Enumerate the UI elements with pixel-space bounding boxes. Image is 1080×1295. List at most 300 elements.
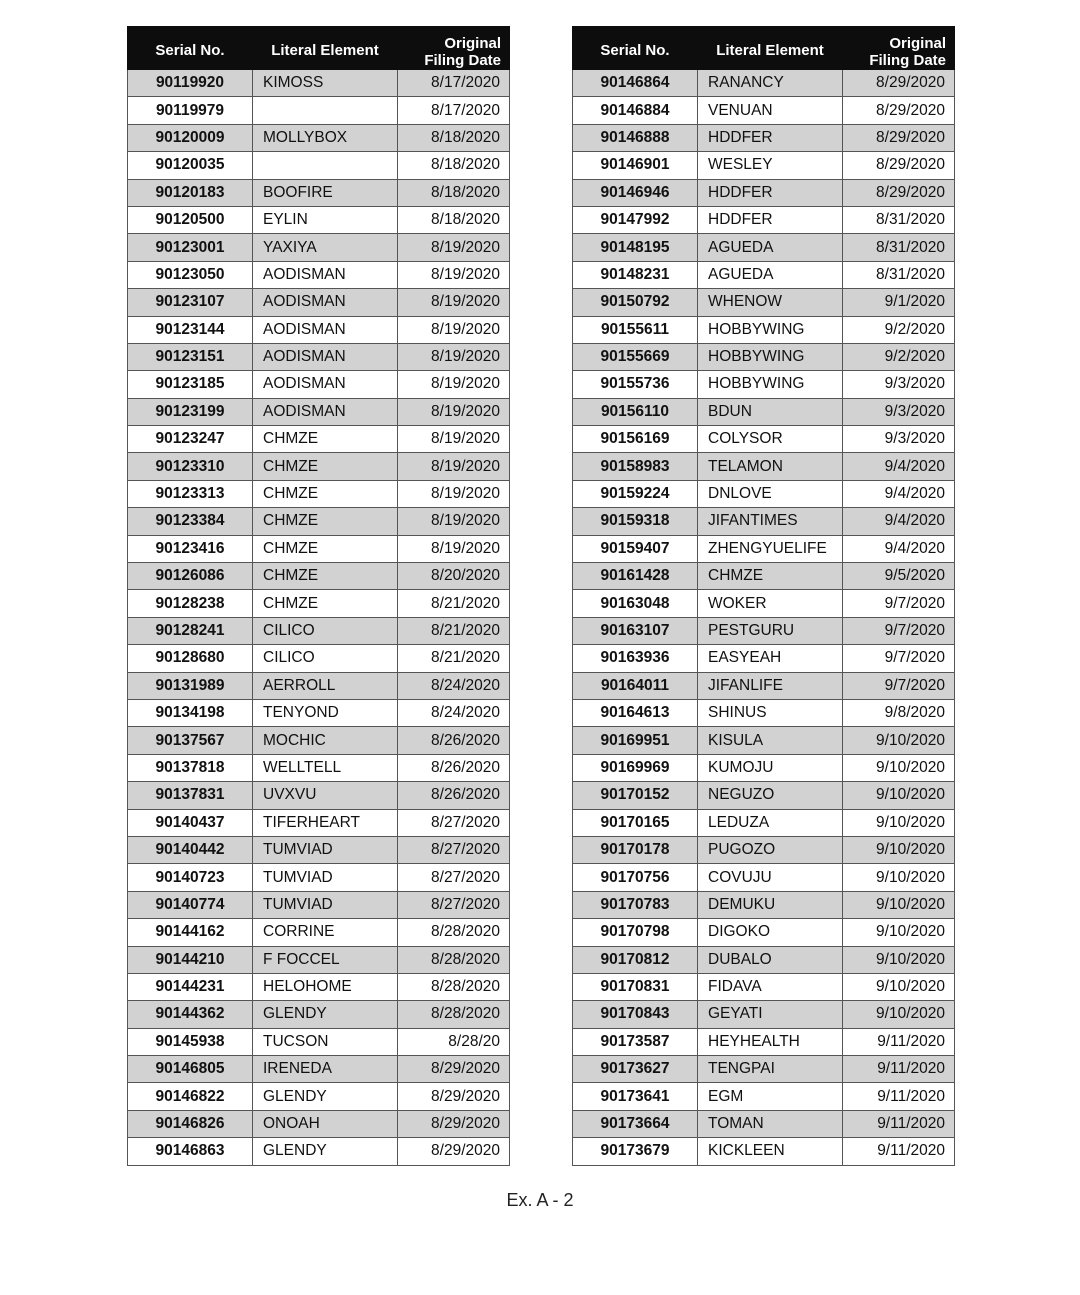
- literal-element-cell: KISULA: [698, 727, 843, 754]
- table-row: [128, 590, 510, 617]
- literal-element-cell: GLENDY: [253, 1083, 398, 1110]
- table-row: [128, 261, 510, 288]
- filing-date-cell: 8/29/2020: [398, 1083, 510, 1110]
- literal-element-cell: AERROLL: [253, 672, 398, 699]
- table-row: [128, 919, 510, 946]
- table-row: [128, 1056, 510, 1083]
- serial-no-cell: 90146901: [573, 152, 698, 179]
- serial-no-cell: 90137567: [128, 727, 253, 754]
- literal-element-cell: WESLEY: [698, 152, 843, 179]
- filing-date-cell: 8/29/2020: [843, 97, 955, 124]
- literal-element-cell: CHMZE: [253, 508, 398, 535]
- filing-date-cell: 8/19/2020: [398, 535, 510, 562]
- filing-date-cell: 8/19/2020: [398, 343, 510, 370]
- serial-no-cell: 90164613: [573, 699, 698, 726]
- table-row: [128, 535, 510, 562]
- filing-date-cell: 8/27/2020: [398, 891, 510, 918]
- table-row: [573, 97, 955, 124]
- literal-element-cell: JIFANLIFE: [698, 672, 843, 699]
- table-row: [128, 1001, 510, 1028]
- serial-no-cell: 90155611: [573, 316, 698, 343]
- serial-no-cell: 90173587: [573, 1028, 698, 1055]
- table-row: [128, 617, 510, 644]
- literal-element-cell: AODISMAN: [253, 289, 398, 316]
- filing-date-cell: 8/26/2020: [398, 727, 510, 754]
- table-row: [573, 919, 955, 946]
- literal-element-cell: MOLLYBOX: [253, 124, 398, 151]
- serial-no-cell: 90155736: [573, 371, 698, 398]
- literal-element-cell: TOMAN: [698, 1110, 843, 1137]
- table-row: [128, 672, 510, 699]
- filing-date-cell: 9/1/2020: [843, 289, 955, 316]
- table-row: [573, 1083, 955, 1110]
- serial-no-cell: 90170812: [573, 946, 698, 973]
- serial-no-cell: 90123144: [128, 316, 253, 343]
- serial-no-cell: 90163936: [573, 645, 698, 672]
- literal-element-cell: WHENOW: [698, 289, 843, 316]
- filing-date-cell: 9/7/2020: [843, 645, 955, 672]
- serial-no-cell: 90119979: [128, 97, 253, 124]
- serial-no-cell: 90140723: [128, 864, 253, 891]
- literal-element-cell: WELLTELL: [253, 754, 398, 781]
- serial-no-cell: 90123001: [128, 234, 253, 261]
- serial-no-cell: 90140442: [128, 836, 253, 863]
- table-row: [573, 672, 955, 699]
- literal-element-cell: ZHENGYUELIFE: [698, 535, 843, 562]
- table-row: [128, 1083, 510, 1110]
- serial-no-cell: 90123107: [128, 289, 253, 316]
- table-row: [573, 563, 955, 590]
- serial-no-cell: 90140437: [128, 809, 253, 836]
- table-row: [573, 453, 955, 480]
- filing-date-cell: 8/19/2020: [398, 398, 510, 425]
- literal-element-cell: BOOFIRE: [253, 179, 398, 206]
- filing-date-cell: 8/24/2020: [398, 699, 510, 726]
- filing-date-cell: 9/2/2020: [843, 343, 955, 370]
- filing-date-cell: 8/28/2020: [398, 919, 510, 946]
- header-serial-no: Serial No.: [573, 27, 698, 70]
- literal-element-cell: DUBALO: [698, 946, 843, 973]
- serial-no-cell: 90156110: [573, 398, 698, 425]
- literal-element-cell: HELOHOME: [253, 973, 398, 1000]
- literal-element-cell: YAXIYA: [253, 234, 398, 261]
- filing-date-cell: 9/10/2020: [843, 727, 955, 754]
- filing-date-cell: 9/3/2020: [843, 398, 955, 425]
- literal-element-cell: JIFANTIMES: [698, 508, 843, 535]
- table-row: [128, 124, 510, 151]
- literal-element-cell: KIMOSS: [253, 70, 398, 97]
- literal-element-cell: TUMVIAD: [253, 891, 398, 918]
- literal-element-cell: GEYATI: [698, 1001, 843, 1028]
- literal-element-cell: AODISMAN: [253, 343, 398, 370]
- header-date-line1: Original: [444, 35, 501, 52]
- filing-date-cell: 8/19/2020: [398, 426, 510, 453]
- serial-no-cell: 90123247: [128, 426, 253, 453]
- table-row: [573, 754, 955, 781]
- table-row: [573, 617, 955, 644]
- literal-element-cell: COVUJU: [698, 864, 843, 891]
- literal-element-cell: GLENDY: [253, 1138, 398, 1165]
- table-row: [128, 234, 510, 261]
- filing-date-cell: 9/10/2020: [843, 946, 955, 973]
- serial-no-cell: 90170843: [573, 1001, 698, 1028]
- table-row: [573, 426, 955, 453]
- serial-no-cell: 90146864: [573, 70, 698, 97]
- serial-no-cell: 90123151: [128, 343, 253, 370]
- table-row: [128, 316, 510, 343]
- table-row: [128, 97, 510, 124]
- filing-date-cell: 8/17/2020: [398, 70, 510, 97]
- serial-no-cell: 90144210: [128, 946, 253, 973]
- filing-date-cell: 8/31/2020: [843, 206, 955, 233]
- table-row: [128, 563, 510, 590]
- serial-no-cell: 90159224: [573, 480, 698, 507]
- literal-element-cell: COLYSOR: [698, 426, 843, 453]
- serial-no-cell: 90170831: [573, 973, 698, 1000]
- trademark-table-left: [127, 26, 510, 1166]
- table-row: [573, 206, 955, 233]
- filing-date-cell: 8/28/2020: [398, 973, 510, 1000]
- filing-date-cell: 8/17/2020: [398, 97, 510, 124]
- literal-element-cell: AGUEDA: [698, 234, 843, 261]
- table-row: [573, 1001, 955, 1028]
- filing-date-cell: 8/18/2020: [398, 179, 510, 206]
- filing-date-cell: 9/7/2020: [843, 672, 955, 699]
- table-row: [128, 398, 510, 425]
- table-row: [573, 973, 955, 1000]
- table-row: [573, 152, 955, 179]
- table-row: [573, 398, 955, 425]
- serial-no-cell: 90140774: [128, 891, 253, 918]
- header-original-filing-date: [843, 27, 955, 70]
- table-row: [573, 727, 955, 754]
- literal-element-cell: DIGOKO: [698, 919, 843, 946]
- serial-no-cell: 90120009: [128, 124, 253, 151]
- literal-element-cell: TIFERHEART: [253, 809, 398, 836]
- serial-no-cell: 90123310: [128, 453, 253, 480]
- literal-element-cell: CHMZE: [253, 535, 398, 562]
- serial-no-cell: 90146888: [573, 124, 698, 151]
- literal-element-cell: TUCSON: [253, 1028, 398, 1055]
- literal-element-cell: CORRINE: [253, 919, 398, 946]
- table-row: [573, 316, 955, 343]
- serial-no-cell: 90163048: [573, 590, 698, 617]
- serial-no-cell: 90123185: [128, 371, 253, 398]
- serial-no-cell: 90146822: [128, 1083, 253, 1110]
- table-row: [573, 234, 955, 261]
- serial-no-cell: 90164011: [573, 672, 698, 699]
- serial-no-cell: 90170178: [573, 836, 698, 863]
- filing-date-cell: 9/10/2020: [843, 891, 955, 918]
- filing-date-cell: 9/11/2020: [843, 1056, 955, 1083]
- serial-no-cell: 90123384: [128, 508, 253, 535]
- serial-no-cell: 90119920: [128, 70, 253, 97]
- table-row: [573, 535, 955, 562]
- filing-date-cell: 8/20/2020: [398, 563, 510, 590]
- filing-date-cell: 8/18/2020: [398, 152, 510, 179]
- serial-no-cell: 90159407: [573, 535, 698, 562]
- filing-date-cell: 8/24/2020: [398, 672, 510, 699]
- literal-element-cell: LEDUZA: [698, 809, 843, 836]
- filing-date-cell: 8/19/2020: [398, 508, 510, 535]
- serial-no-cell: 90128241: [128, 617, 253, 644]
- filing-date-cell: 9/4/2020: [843, 535, 955, 562]
- serial-no-cell: 90128680: [128, 645, 253, 672]
- literal-element-cell: [253, 152, 398, 179]
- serial-no-cell: 90169951: [573, 727, 698, 754]
- serial-no-cell: 90146826: [128, 1110, 253, 1137]
- table-row: [573, 480, 955, 507]
- serial-no-cell: 90155669: [573, 343, 698, 370]
- table-row: [128, 1138, 510, 1165]
- header-literal-element: Literal Element: [698, 27, 843, 70]
- table-row: [573, 1138, 955, 1165]
- literal-element-cell: HOBBYWING: [698, 371, 843, 398]
- serial-no-cell: 90170165: [573, 809, 698, 836]
- filing-date-cell: 9/11/2020: [843, 1083, 955, 1110]
- literal-element-cell: CILICO: [253, 617, 398, 644]
- table-row: [128, 727, 510, 754]
- table-row: [128, 699, 510, 726]
- filing-date-cell: 8/29/2020: [843, 70, 955, 97]
- serial-no-cell: 90137818: [128, 754, 253, 781]
- filing-date-cell: 8/18/2020: [398, 206, 510, 233]
- filing-date-cell: 9/4/2020: [843, 453, 955, 480]
- literal-element-cell: [253, 97, 398, 124]
- literal-element-cell: AODISMAN: [253, 398, 398, 425]
- filing-date-cell: 8/28/2020: [398, 1001, 510, 1028]
- table-row: [573, 1028, 955, 1055]
- filing-date-cell: 8/19/2020: [398, 453, 510, 480]
- filing-date-cell: 9/3/2020: [843, 371, 955, 398]
- table-row: [573, 70, 955, 97]
- filing-date-cell: 9/4/2020: [843, 480, 955, 507]
- serial-no-cell: 90170798: [573, 919, 698, 946]
- literal-element-cell: DEMUKU: [698, 891, 843, 918]
- literal-element-cell: BDUN: [698, 398, 843, 425]
- filing-date-cell: 9/3/2020: [843, 426, 955, 453]
- literal-element-cell: DNLOVE: [698, 480, 843, 507]
- literal-element-cell: WOKER: [698, 590, 843, 617]
- filing-date-cell: 9/10/2020: [843, 754, 955, 781]
- serial-no-cell: 90163107: [573, 617, 698, 644]
- table-header: [573, 27, 955, 70]
- literal-element-cell: HOBBYWING: [698, 343, 843, 370]
- serial-no-cell: 90170152: [573, 782, 698, 809]
- literal-element-cell: CHMZE: [253, 590, 398, 617]
- filing-date-cell: 9/10/2020: [843, 864, 955, 891]
- serial-no-cell: 90146884: [573, 97, 698, 124]
- table-row: [128, 179, 510, 206]
- filing-date-cell: 9/10/2020: [843, 782, 955, 809]
- literal-element-cell: SHINUS: [698, 699, 843, 726]
- literal-element-cell: AGUEDA: [698, 261, 843, 288]
- table-row: [128, 754, 510, 781]
- serial-no-cell: 90169969: [573, 754, 698, 781]
- literal-element-cell: HDDFER: [698, 124, 843, 151]
- serial-no-cell: 90128238: [128, 590, 253, 617]
- table-row: [128, 836, 510, 863]
- filing-date-cell: 8/26/2020: [398, 754, 510, 781]
- serial-no-cell: 90146946: [573, 179, 698, 206]
- serial-no-cell: 90159318: [573, 508, 698, 535]
- filing-date-cell: 8/27/2020: [398, 836, 510, 863]
- literal-element-cell: FIDAVA: [698, 973, 843, 1000]
- filing-date-cell: 9/11/2020: [843, 1110, 955, 1137]
- serial-no-cell: 90147992: [573, 206, 698, 233]
- serial-no-cell: 90173627: [573, 1056, 698, 1083]
- serial-no-cell: 90146805: [128, 1056, 253, 1083]
- serial-no-cell: 90123050: [128, 261, 253, 288]
- serial-no-cell: 90144362: [128, 1001, 253, 1028]
- literal-element-cell: CILICO: [253, 645, 398, 672]
- table-row: [573, 699, 955, 726]
- serial-no-cell: 90156169: [573, 426, 698, 453]
- filing-date-cell: 9/10/2020: [843, 809, 955, 836]
- filing-date-cell: 8/19/2020: [398, 289, 510, 316]
- literal-element-cell: EYLIN: [253, 206, 398, 233]
- table-row: [128, 973, 510, 1000]
- serial-no-cell: 90123199: [128, 398, 253, 425]
- literal-element-cell: PUGOZO: [698, 836, 843, 863]
- serial-no-cell: 90134198: [128, 699, 253, 726]
- filing-date-cell: 9/5/2020: [843, 563, 955, 590]
- table-row: [128, 782, 510, 809]
- literal-element-cell: CHMZE: [253, 563, 398, 590]
- literal-element-cell: TUMVIAD: [253, 836, 398, 863]
- literal-element-cell: CHMZE: [253, 480, 398, 507]
- serial-no-cell: 90173679: [573, 1138, 698, 1165]
- literal-element-cell: HEYHEALTH: [698, 1028, 843, 1055]
- table-row: [128, 289, 510, 316]
- serial-no-cell: 90170783: [573, 891, 698, 918]
- table-row: [128, 371, 510, 398]
- table-row: [573, 1110, 955, 1137]
- literal-element-cell: RANANCY: [698, 70, 843, 97]
- literal-element-cell: KICKLEEN: [698, 1138, 843, 1165]
- filing-date-cell: 8/29/2020: [398, 1138, 510, 1165]
- filing-date-cell: 8/29/2020: [843, 179, 955, 206]
- literal-element-cell: NEGUZO: [698, 782, 843, 809]
- filing-date-cell: 8/28/20: [398, 1028, 510, 1055]
- filing-date-cell: 9/10/2020: [843, 919, 955, 946]
- serial-no-cell: 90148195: [573, 234, 698, 261]
- literal-element-cell: TUMVIAD: [253, 864, 398, 891]
- table-row: [573, 343, 955, 370]
- filing-date-cell: 9/8/2020: [843, 699, 955, 726]
- filing-date-cell: 9/10/2020: [843, 973, 955, 1000]
- table-row: [128, 1028, 510, 1055]
- table-row: [573, 864, 955, 891]
- filing-date-cell: 8/27/2020: [398, 809, 510, 836]
- literal-element-cell: AODISMAN: [253, 316, 398, 343]
- header-date-line1: Original: [889, 35, 946, 52]
- table-row: [573, 289, 955, 316]
- serial-no-cell: 90120035: [128, 152, 253, 179]
- literal-element-cell: ONOAH: [253, 1110, 398, 1137]
- literal-element-cell: HDDFER: [698, 206, 843, 233]
- table-row: [573, 261, 955, 288]
- table-header: [128, 27, 510, 70]
- literal-element-cell: UVXVU: [253, 782, 398, 809]
- table-row: [573, 809, 955, 836]
- table-row: [128, 508, 510, 535]
- table-row: [573, 891, 955, 918]
- filing-date-cell: 9/4/2020: [843, 508, 955, 535]
- literal-element-cell: EGM: [698, 1083, 843, 1110]
- filing-date-cell: 8/27/2020: [398, 864, 510, 891]
- filing-date-cell: 8/19/2020: [398, 316, 510, 343]
- table-body-left: [128, 70, 510, 1166]
- serial-no-cell: 90137831: [128, 782, 253, 809]
- literal-element-cell: EASYEAH: [698, 645, 843, 672]
- filing-date-cell: 8/21/2020: [398, 645, 510, 672]
- table-row: [573, 371, 955, 398]
- table-row: [128, 891, 510, 918]
- serial-no-cell: 90144231: [128, 973, 253, 1000]
- filing-date-cell: 8/19/2020: [398, 371, 510, 398]
- serial-no-cell: 90173664: [573, 1110, 698, 1137]
- header-literal-element: Literal Element: [253, 27, 398, 70]
- serial-no-cell: 90158983: [573, 453, 698, 480]
- header-date-line2: Filing Date: [869, 52, 946, 69]
- filing-date-cell: 8/29/2020: [843, 124, 955, 151]
- literal-element-cell: MOCHIC: [253, 727, 398, 754]
- table-row: [573, 1056, 955, 1083]
- header-original-filing-date: [398, 27, 510, 70]
- filing-date-cell: 8/28/2020: [398, 946, 510, 973]
- literal-element-cell: TENYOND: [253, 699, 398, 726]
- serial-no-cell: 90120500: [128, 206, 253, 233]
- literal-element-cell: KUMOJU: [698, 754, 843, 781]
- serial-no-cell: 90126086: [128, 563, 253, 590]
- filing-date-cell: 9/10/2020: [843, 1001, 955, 1028]
- table-body-right: [573, 70, 955, 1166]
- table-row: [573, 179, 955, 206]
- serial-no-cell: 90173641: [573, 1083, 698, 1110]
- filing-date-cell: 8/29/2020: [843, 152, 955, 179]
- filing-date-cell: 9/7/2020: [843, 617, 955, 644]
- table-row: [128, 70, 510, 97]
- filing-date-cell: 8/29/2020: [398, 1110, 510, 1137]
- filing-date-cell: 9/11/2020: [843, 1028, 955, 1055]
- table-row: [573, 124, 955, 151]
- table-row: [128, 480, 510, 507]
- filing-date-cell: 8/29/2020: [398, 1056, 510, 1083]
- filing-date-cell: 8/21/2020: [398, 617, 510, 644]
- serial-no-cell: 90161428: [573, 563, 698, 590]
- serial-no-cell: 90150792: [573, 289, 698, 316]
- serial-no-cell: 90120183: [128, 179, 253, 206]
- serial-no-cell: 90145938: [128, 1028, 253, 1055]
- literal-element-cell: GLENDY: [253, 1001, 398, 1028]
- literal-element-cell: VENUAN: [698, 97, 843, 124]
- literal-element-cell: HDDFER: [698, 179, 843, 206]
- table-row: [128, 809, 510, 836]
- table-row: [128, 864, 510, 891]
- literal-element-cell: CHMZE: [253, 453, 398, 480]
- table-row: [128, 946, 510, 973]
- table-row: [128, 343, 510, 370]
- table-row: [128, 645, 510, 672]
- literal-element-cell: IRENEDA: [253, 1056, 398, 1083]
- serial-no-cell: 90170756: [573, 864, 698, 891]
- literal-element-cell: PESTGURU: [698, 617, 843, 644]
- filing-date-cell: 9/7/2020: [843, 590, 955, 617]
- table-row: [128, 426, 510, 453]
- literal-element-cell: CHMZE: [698, 563, 843, 590]
- table-row: [573, 590, 955, 617]
